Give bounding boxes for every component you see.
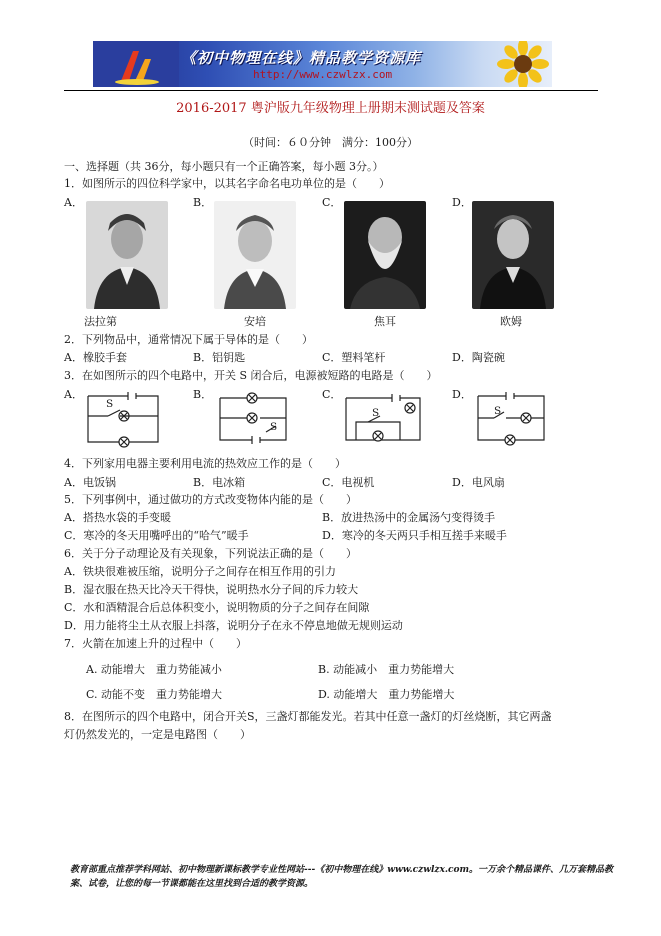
- page-title: 2016-2017 粤沪版九年级物理上册期末测试题及答案: [176, 101, 485, 116]
- q3-letter-a: A．: [64, 388, 83, 401]
- q1-name-b: 安培: [244, 315, 266, 328]
- q1-letter-c: C．: [322, 196, 342, 209]
- q1-letter-a: A．: [64, 196, 83, 209]
- q8-stem-line1: 8．在图所示的四个电路中，闭合开关S，三盏灯都能发光。若其中任意一盏灯的灯丝烧断，其它两盏: [64, 710, 552, 723]
- switch-label: S: [494, 405, 502, 417]
- q4-option-b: B．电冰箱: [193, 476, 246, 489]
- sunflower-icon: [493, 41, 552, 87]
- q1-name-c: 焦耳: [374, 315, 396, 328]
- page-footer: 教育部重点推荐学科网站、初中物理新课标教学专业性网站---《初中物理在线》www.czwlzx.com。一万余个精品课件、几万套精品教案、试卷，让您的每一节课都能在这里找到合适的教学资源。: [70, 865, 614, 889]
- q1-name-d: 欧姆: [500, 315, 522, 328]
- q2-option-b: B．铝钥匙: [193, 351, 246, 364]
- q7-stem: 7．火箭在加速上升的过程中（ ）: [64, 637, 247, 650]
- q3-letter-d: D．: [452, 388, 472, 401]
- q7-option-b: B. 动能减小 重力势能增大: [318, 663, 455, 676]
- banner-url: http://www.czwlzx.com: [253, 68, 393, 81]
- switch-label: S: [106, 398, 114, 410]
- circuit-a: [84, 392, 162, 448]
- exam-meta: （时间：６０分钟 满分：100分）: [243, 136, 418, 149]
- circuit-c: [342, 392, 424, 448]
- q7-option-c: C. 动能不变 重力势能增大: [86, 688, 223, 701]
- q4-option-a: A．电饭锅: [64, 476, 116, 489]
- q3-letter-b: B．: [193, 388, 213, 401]
- portrait-ohm: [472, 201, 554, 309]
- q2-option-c: C．塑料笔杆: [322, 351, 386, 364]
- q1-letter-d: D．: [452, 196, 472, 209]
- portrait-faraday: [86, 201, 168, 309]
- switch-label: S: [372, 407, 380, 419]
- q5-option-a: A．搭热水袋的手变暖: [64, 511, 171, 524]
- q2-stem: 2．下列物品中，通常情况下属于导体的是（ ）: [64, 333, 313, 346]
- q3-stem: 3．在如图所示的四个电路中，开关 S 闭合后，电源被短路的电路是（ ）: [64, 369, 438, 382]
- q4-stem: 4．下列家用电器主要利用电流的热效应工作的是（ ）: [64, 457, 346, 470]
- portrait-ampere: [214, 201, 296, 309]
- header-banner: [93, 41, 552, 87]
- q5-option-c: C．寒冷的冬天用嘴呼出的“哈气”暖手: [64, 529, 249, 542]
- circuit-d: [474, 392, 548, 448]
- q6-option-c: C．水和酒精混合后总体积变小，说明物质的分子之间存在间隙: [64, 601, 370, 614]
- q8-stem-line2: 灯仍然发光的，一定是电路图（ ）: [64, 728, 251, 741]
- logo-icon: [93, 41, 179, 87]
- portrait-joule: [344, 201, 426, 309]
- banner-title: 《初中物理在线》精品教学资源库: [181, 49, 422, 67]
- q4-option-d: D．电风扇: [452, 476, 505, 489]
- q2-option-d: D．陶瓷碗: [452, 351, 505, 364]
- q2-option-a: A．橡胶手套: [64, 351, 127, 364]
- q5-stem: 5．下列事例中，通过做功的方式改变物体内能的是（ ）: [64, 493, 357, 506]
- q4-option-c: C．电视机: [322, 476, 375, 489]
- q6-stem: 6．关于分子动理论及有关现象，下列说法正确的是（ ）: [64, 547, 357, 560]
- circuit-b: [216, 392, 290, 448]
- q6-option-b: B．湿衣服在热天比冷天干得快，说明热水分子间的斥力较大: [64, 583, 359, 596]
- q6-option-d: D．用力能将尘土从衣服上抖落，说明分子在永不停息地做无规则运动: [64, 619, 403, 632]
- q7-option-a: A. 动能增大 重力势能减小: [86, 663, 222, 676]
- q1-name-a: 法拉第: [84, 315, 117, 328]
- q5-option-d: D．寒冷的冬天两只手相互搓手来暖手: [322, 529, 507, 542]
- q3-letter-c: C．: [322, 388, 342, 401]
- header-rule: [64, 90, 598, 91]
- q6-option-a: A．铁块很难被压缩，说明分子之间存在相互作用的引力: [64, 565, 336, 578]
- q1-stem: 1．如图所示的四位科学家中，以其名字命名电功单位的是（ ）: [64, 177, 390, 190]
- section-heading: 一、选择题（共 36分，每小题只有一个正确答案，每小题 3分。）: [64, 160, 384, 173]
- q5-option-b: B．放进热汤中的金属汤勺变得烫手: [322, 511, 496, 524]
- switch-label: S: [270, 421, 278, 433]
- q7-option-d: D. 动能增大 重力势能增大: [318, 688, 455, 701]
- q1-letter-b: B．: [193, 196, 213, 209]
